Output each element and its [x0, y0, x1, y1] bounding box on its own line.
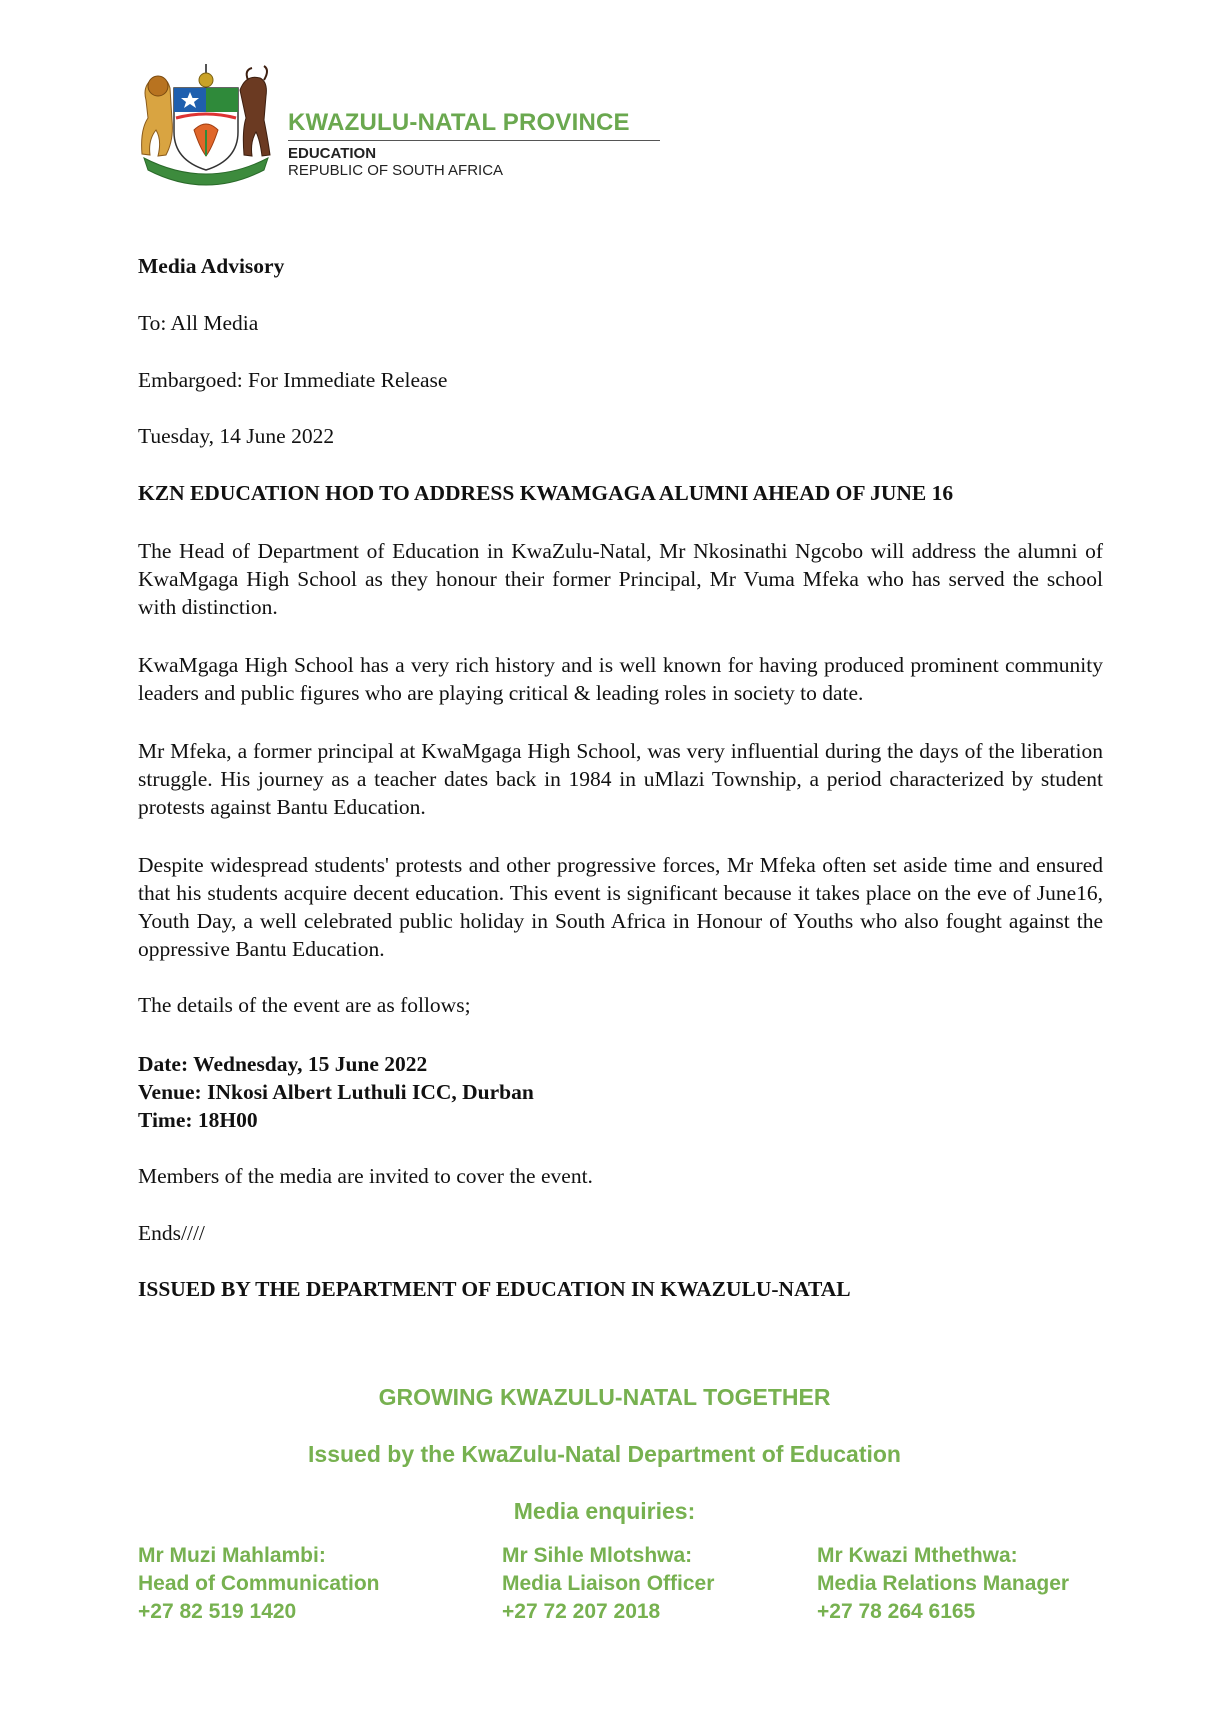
issued-by-statement: ISSUED BY THE DEPARTMENT OF EDUCATION IN KWAZULU-NATAL [138, 1277, 851, 1301]
contact-role: Media Liaison Officer [502, 1572, 715, 1595]
paragraph-history: KwaMgaga High School has a very rich history and is well known for having produced prominent community leaders and public figures who are playing critical & leading roles in society to date. [138, 653, 1103, 705]
contact-name: Mr Sihle Mlotshwa: [502, 1544, 693, 1567]
media-invite: Members of the media are invited to cover the event. [138, 1164, 593, 1188]
department-name: EDUCATION [288, 145, 377, 162]
event-date: Date: Wednesday, 15 June 2022 [138, 1052, 428, 1076]
contact-phone: +27 82 519 1420 [138, 1600, 297, 1623]
advisory-date: Tuesday, 14 June 2022 [138, 424, 335, 448]
advisory-type: Media Advisory [138, 254, 285, 278]
contact-card [138, 1542, 380, 1626]
event-time: Time: 18H00 [138, 1108, 258, 1132]
contact-name: Mr Kwazi Mthethwa: [817, 1544, 1018, 1567]
contact-card [502, 1542, 714, 1626]
event-venue: Venue: INkosi Albert Luthuli ICC, Durban [138, 1080, 534, 1104]
brand-block [288, 110, 660, 179]
contact-name: Mr Muzi Mahlambi: [138, 1544, 326, 1567]
paragraph-background: Mr Mfeka, a former principal at KwaMgaga High School, was very influential during the days of the liberation struggle. His journey as a teacher dates back in 1984 in uMlazi Township, a period characterized by student protests against Bantu Education. [138, 739, 1103, 819]
event-details [138, 1050, 1103, 1134]
advisory-headline: KZN EDUCATION HOD TO ADDRESS KWAMGAGA ALUMNI AHEAD OF JUNE 16 [138, 481, 954, 505]
country-name: REPUBLIC OF SOUTH AFRICA [288, 162, 504, 179]
footer-enquiries-heading: Media enquiries: [513, 1498, 696, 1524]
details-intro: The details of the event are as follows; [138, 993, 471, 1017]
paragraph-significance: Despite widespread students' protests and other progressive forces, Mr Mfeka often set aside time and ensured that his students acquire decent education. This event is significant because it takes place on the eve of June16, Youth Day, a well celebrated public holiday in South Africa in Honour of Youths who also fought against the oppressive Bantu Education. [138, 853, 1103, 961]
contact-card [817, 1542, 1069, 1626]
coat-of-arms-logo [136, 60, 276, 195]
footer-slogan: GROWING KWAZULU-NATAL TOGETHER [378, 1384, 831, 1410]
advisory-recipient: To: All Media [138, 311, 259, 335]
contact-phone: +27 78 264 6165 [817, 1600, 976, 1623]
brand-divider [288, 140, 660, 141]
advisory-embargo: Embargoed: For Immediate Release [138, 368, 448, 392]
contact-phone: +27 72 207 2018 [502, 1600, 661, 1623]
ends-marker: Ends//// [138, 1221, 205, 1245]
footer-issued: Issued by the KwaZulu-Natal Department of Education [308, 1441, 901, 1467]
paragraph-intro: The Head of Department of Education in KwaZulu-Natal, Mr Nkosinathi Ngcobo will address the alumni of KwaMgaga High School as they honour their former Principal, Mr Vuma Mfeka who has served the school with distinction. [138, 539, 1103, 619]
contact-role: Head of Communication [138, 1572, 380, 1595]
contact-role: Media Relations Manager [817, 1572, 1070, 1595]
province-name: KWAZULU-NATAL PROVINCE [288, 109, 630, 136]
